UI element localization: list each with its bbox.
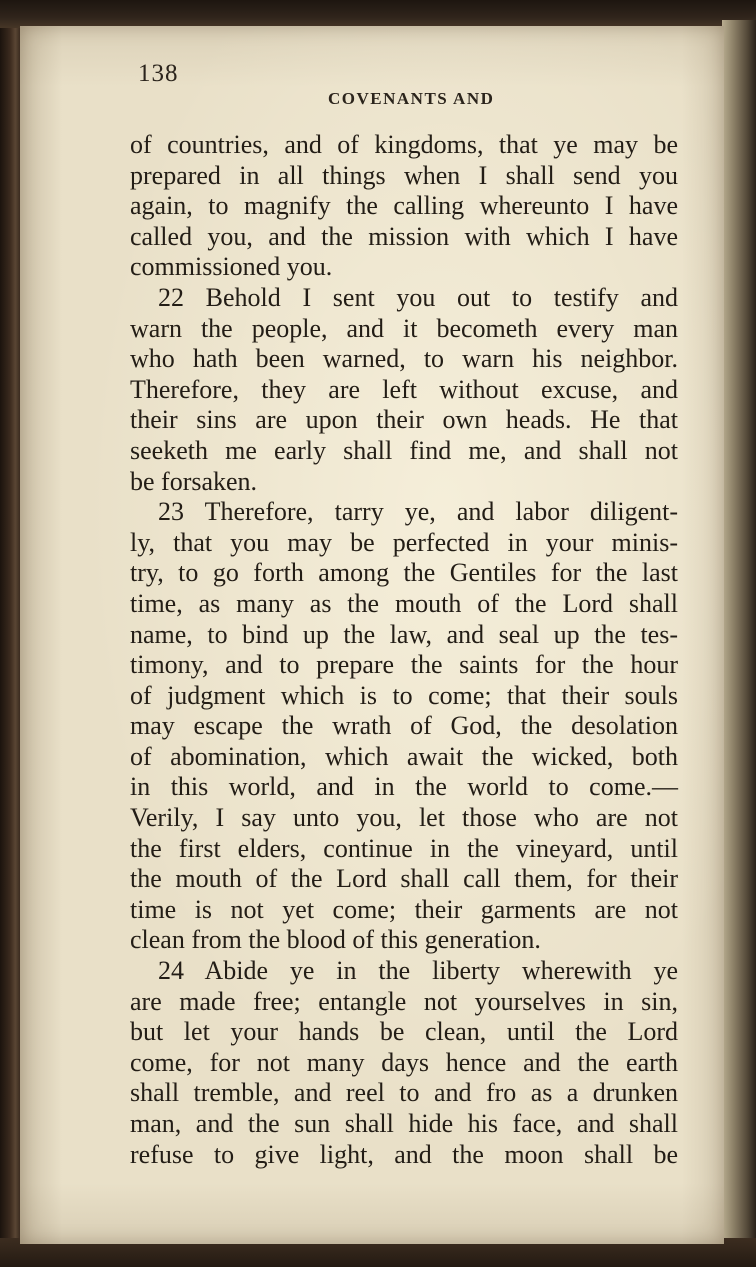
text-line: called you, and the mission with which I have: [130, 221, 678, 251]
running-head: COVENANTS AND: [328, 89, 495, 108]
text-line: be forsaken.: [130, 466, 258, 496]
text-line: in this world, and in the world to come.—: [130, 772, 678, 802]
text-line: come, for not many days hence and the earth: [130, 1047, 678, 1077]
text-line: commissioned you.: [130, 252, 333, 282]
text-line: try, to go forth among the Gentiles for the last: [130, 558, 678, 588]
text-line: are made free; entangle not yourselves in sin,: [130, 986, 678, 1016]
text-line: who hath been warned, to warn his neighbor.: [130, 344, 678, 374]
text-line: again, to magnify the calling whereunto I have: [130, 191, 678, 221]
text-line: but let your hands be clean, until the Lord: [130, 1017, 678, 1047]
text-line: the first elders, continue in the vineyard, until: [130, 833, 678, 863]
text-line: man, and the sun shall hide his face, and shall: [130, 1109, 678, 1138]
text-line: name, to bind up the law, and seal up the tes-: [130, 619, 678, 649]
verse-22-line: 22 Behold I sent you out to testify and: [158, 282, 678, 312]
text-line: time, as many as the mouth of the Lord shall: [130, 588, 678, 618]
text-line: warn the people, and it becometh every man: [130, 313, 678, 343]
text-line: time is not yet come; their garments are not: [130, 894, 678, 924]
text-line: of abomination, which await the wicked, both: [130, 741, 678, 771]
text-line: ly, that you may be perfected in your minis-: [130, 527, 678, 557]
text-line: may escape the wrath of God, the desolation: [130, 711, 678, 741]
page-header: [138, 60, 678, 108]
text-line: shall tremble, and reel to and fro as a drunken: [130, 1078, 678, 1108]
text-line: timony, and to prepare the saints for the hour: [130, 650, 678, 680]
text-line: Therefore, they are left without excuse, and: [130, 374, 678, 404]
text-line: Verily, I say unto you, let those who are not: [130, 803, 678, 833]
text-line: seeketh me early shall find me, and shall not: [130, 435, 678, 465]
text-line: of countries, and of kingdoms, that ye may be: [130, 130, 678, 159]
book-top-edge: [0, 0, 756, 28]
verse-24-line: 24 Abide ye in the liberty wherewith ye: [158, 956, 678, 986]
verse-23-line: 23 Therefore, tarry ye, and labor diligent-: [158, 497, 678, 527]
page-stack-edge: [722, 20, 756, 1250]
text-line: their sins are upon their own heads. He that: [130, 405, 678, 435]
text-line: the mouth of the Lord shall call them, for their: [130, 864, 678, 894]
page-number: 138: [138, 60, 179, 87]
text-line: of judgment which is to come; that their souls: [130, 680, 678, 710]
book-binding: [0, 0, 22, 1267]
body-text: [130, 130, 678, 1170]
text-line: refuse to give light, and the moon shall be: [130, 1139, 678, 1169]
text-line: prepared in all things when I shall send you: [130, 160, 678, 190]
text-line: clean from the blood of this generation.: [130, 925, 541, 955]
